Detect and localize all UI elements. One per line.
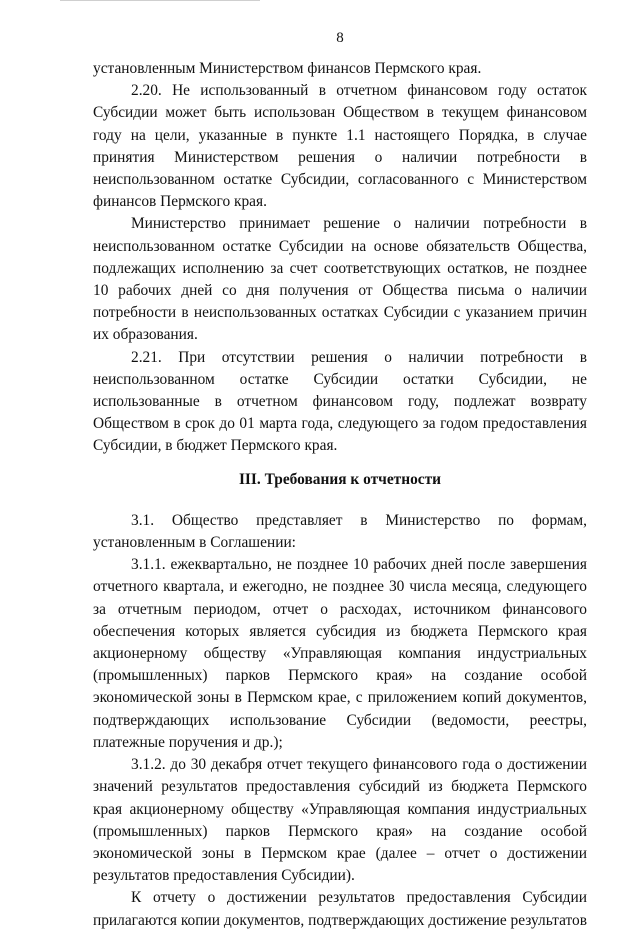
paragraph-3-1-2: 3.1.2. до 30 декабря отчет текущего финансового года о достижении значений результатов предоставления субсидий из бюджета Пермского края акционерному обществу «Управляющая компания индустриальных (промышленных) парков Пермского края» на создание особой экономической зоны в Пермском крае (далее – отчет о достижении результатов предоставления Субсидии). xyxy=(93,756,587,885)
paragraph-report-attachments: К отчету о достижении результатов предоставления Субсидии прилагаются копии документов, подтверждающих достижение результатов xyxy=(93,889,587,929)
paragraph-continuation: установленным Министерством финансов Пермского края. xyxy=(93,60,482,77)
scan-edge-rule xyxy=(60,0,260,1)
paragraph-2-21: 2.21. При отсутствии решения о наличии потребности в неиспользованном остатке Субсидии остатки Субсидии, не использованные в отчетном финансовом году, подлежат возврату Обществом в срок до 01 марта года, следующего за годом предоставления Субсидии, в бюджет Пермского края. xyxy=(93,348,587,455)
document-body xyxy=(93,58,587,932)
section-heading-reporting: III. Требования к отчетности xyxy=(238,470,442,488)
paragraph-3-1: 3.1. Общество представляет в Министерство по формам, установленным в Соглашении: xyxy=(93,511,587,552)
page-number: 8 xyxy=(336,30,344,46)
paragraph-2-20: 2.20. Не использованный в отчетном финансовом году остаток Субсидии может быть использован Обществом в текущем финансовом году на цели, указанные в пункте 1.1 настоящего Порядка, в случае принятия Министерством решения о наличии потребности в неиспользованном остатке Субсидии, согласованного с Министерством финансов Пермского края. xyxy=(93,82,587,211)
paragraph-3-1-1: 3.1.1. ежеквартально, не позднее 10 рабочих дней после завершения отчетного квартала, и ежегодно, не позднее 30 числа месяца, следующего за отчетным периодом, отчет о расходах, источником финансового обеспечения которых является субсидия из бюджета Пермского края акционерному обществу «Управляющая компания индустриальных (промышленных) парков Пермского края» на создание особой экономической зоны в Пермском крае, с приложением копий документов, подтверждающих использование Субсидии (ведомости, реестры, платежные поручения и др.); xyxy=(93,556,587,751)
paragraph-ministry-decision: Министерство принимает решение о наличии потребности в неиспользованном остатке Субсидии на основе обязательств Общества, подлежащих исполнению за счет соответствующих остатков, не позднее 10 рабочих дней со дня получения от Общества письма о наличии потребности в неиспользованных остатках Субсидии с указанием причин их образования. xyxy=(93,215,587,344)
